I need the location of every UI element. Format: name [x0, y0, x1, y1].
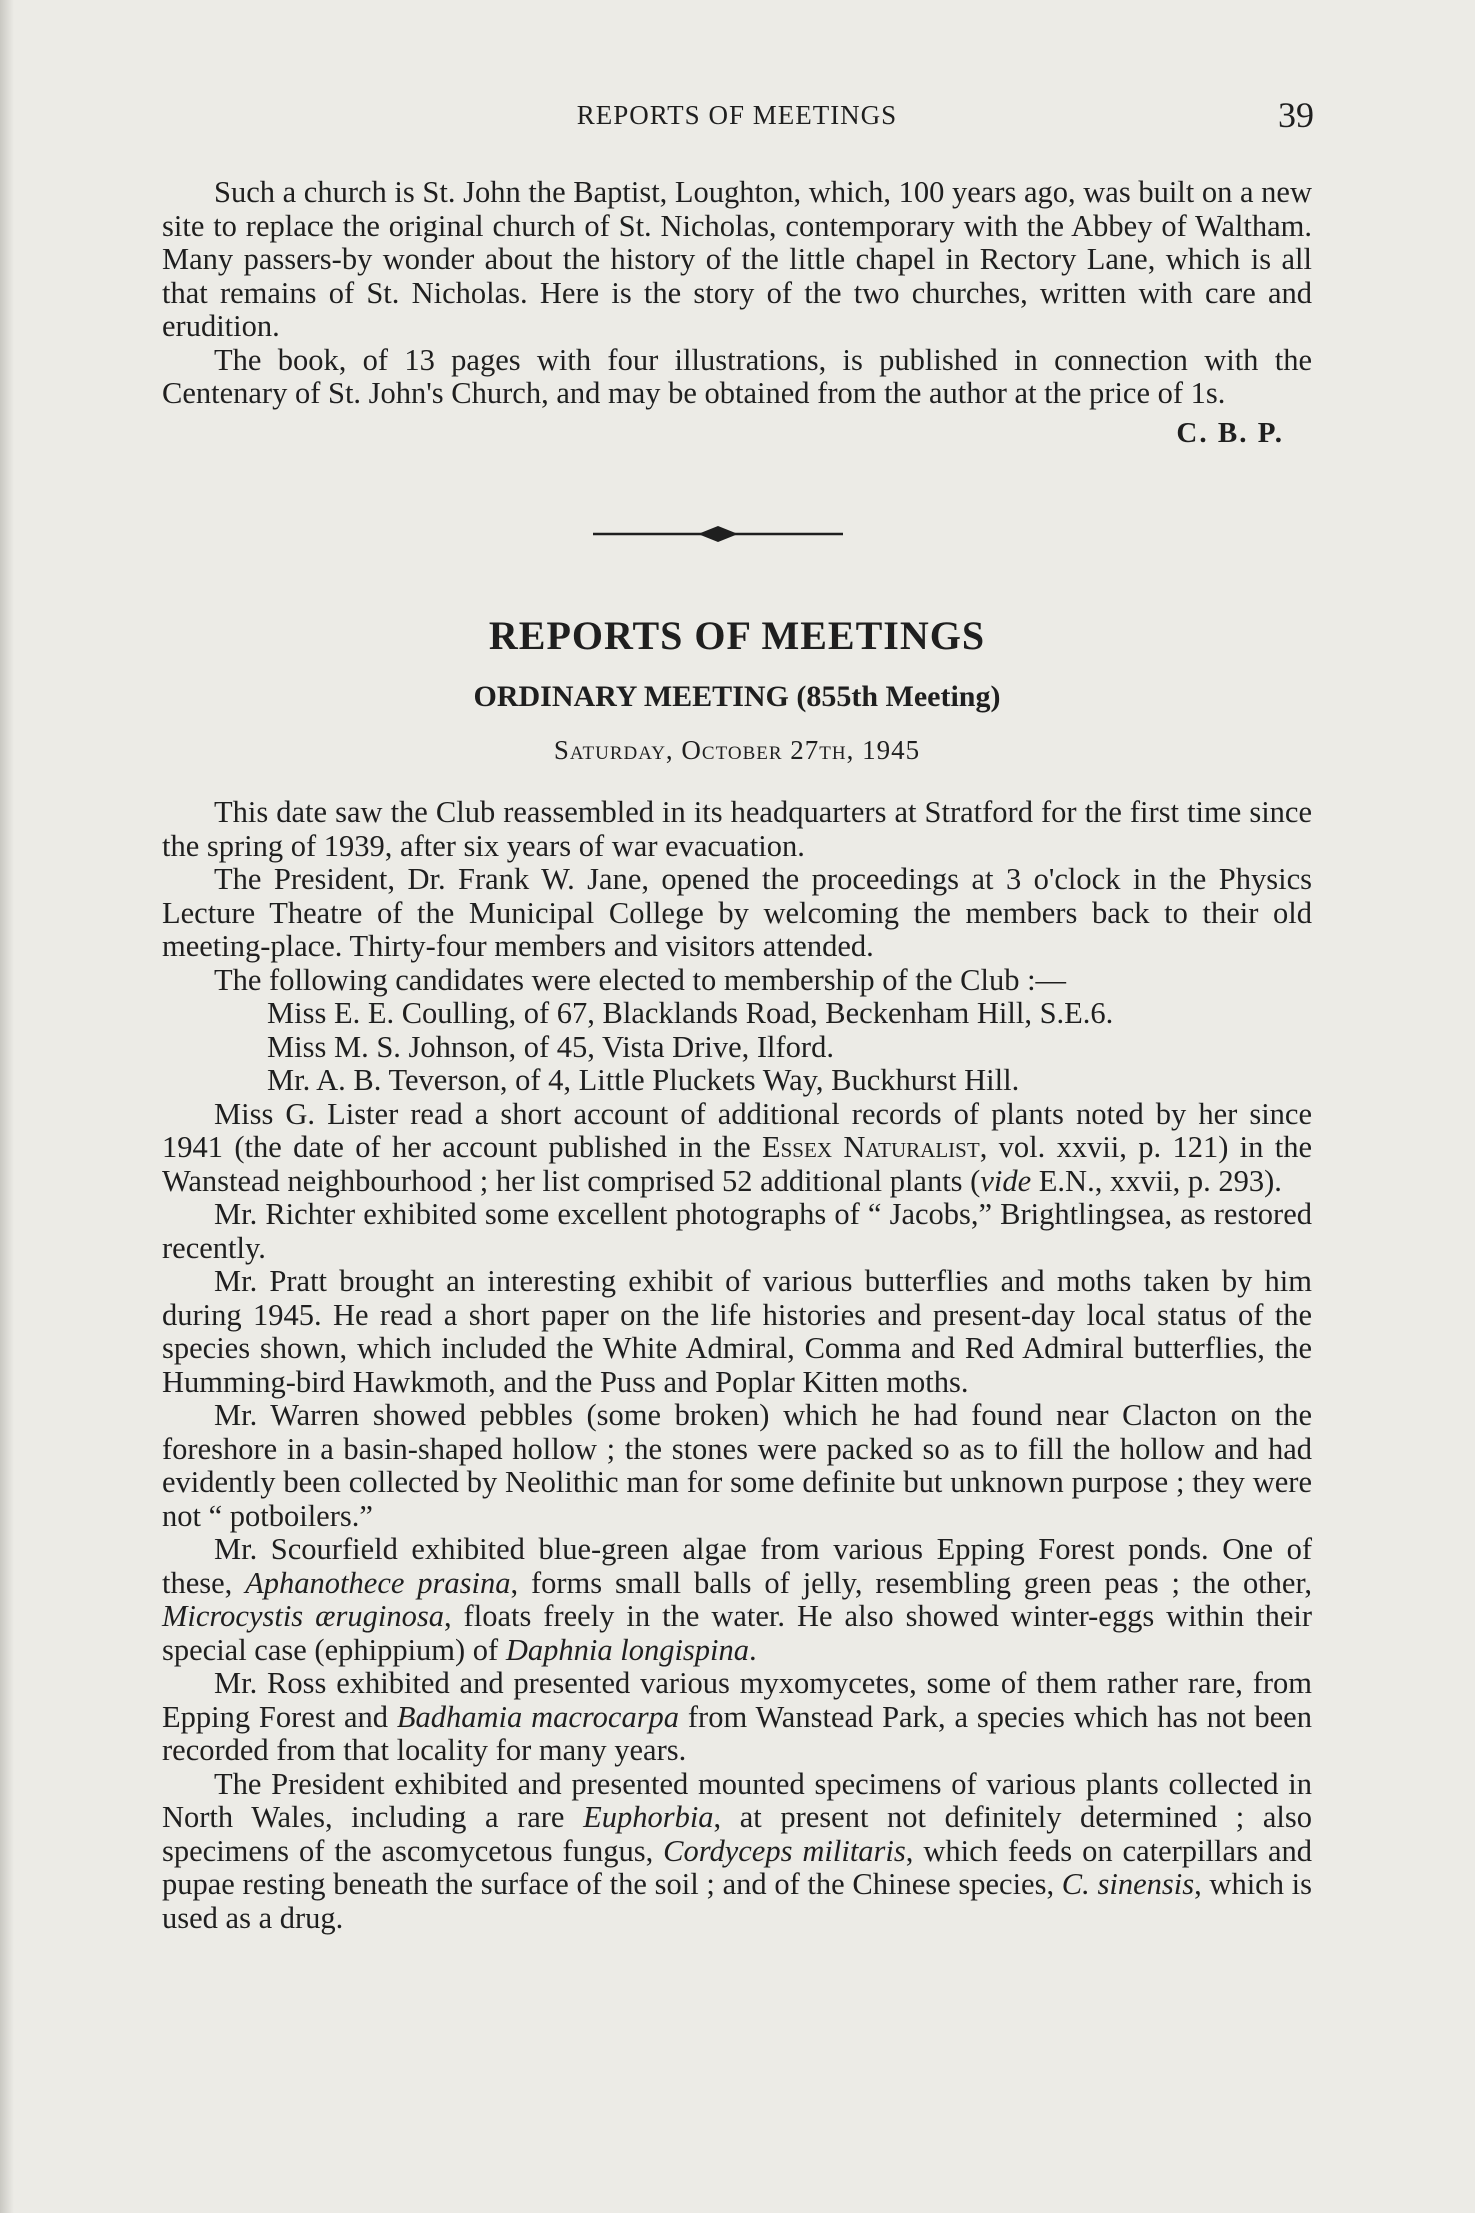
text-run: , which feeds on caterpillars and pupae resting beneath the surface of the soil ; and of the Chinese species,: [162, 1833, 1312, 1901]
new-members-list: [162, 997, 1312, 1098]
text-run: Miss G. Lister read a short account of additional records of plants noted by her since 1941 (the date of her account published in the: [162, 1096, 1312, 1164]
section-heading: REPORTS OF MEETINGS: [488, 613, 986, 658]
report-paragraph: Mr. Warren showed pebbles (some broken) which he had found near Clacton on the foreshore in a basin-shaped hollow ; the stones were packed so as to fill the hollow and had evidently been collected by Neolithic man for some definite but unknown purpose ; they were not “ potboilers.”: [162, 1398, 1312, 1533]
report-paragraph: This date saw the Club reassembled in its headquarters at Stratford for the first time since the spring of 1939, after six years of war evacuation.: [162, 795, 1312, 863]
species-name: C. sinensis: [1061, 1867, 1195, 1901]
text-run: .: [749, 1632, 757, 1667]
species-name: Microcystis æruginosa: [162, 1599, 444, 1633]
meeting-title: ORDINARY MEETING (855th Meeting): [473, 680, 1001, 713]
text-run: , at present not definitely determined ; also specimens of the ascomycetous fungus,: [162, 1800, 1312, 1868]
text-run: E.N., xxvii, p. 293).: [1031, 1163, 1282, 1198]
review-paragraph: The book, of 13 pages with four illustrations, is published in connection with the Centenary of St. John's Church, and may be obtained from the author at the price of 1s.: [162, 342, 1312, 410]
meeting-date: Saturday, October 27th, 1945: [553, 735, 921, 765]
species-name: Cordyceps militaris: [663, 1833, 906, 1868]
member-entry: Mr. A. B. Teverson, of 4, Little Pluckets Way, Buckhurst Hill.: [267, 1063, 1020, 1097]
journal-name: Essex Naturalist: [762, 1130, 980, 1164]
report-paragraph: [162, 1533, 1312, 1667]
running-title: REPORTS OF MEETINGS: [576, 100, 898, 130]
member-entry: Miss E. E. Coulling, of 67, Blacklands Road, Beckenham Hill, S.E.6.: [267, 996, 1114, 1030]
text-run: Mr. Ross exhibited and presented various myxomycetes, some of them rather rare, from Epping Forest and: [162, 1666, 1312, 1734]
text-run: , forms small balls of jelly, resembling green peas ; the other,: [510, 1565, 1313, 1600]
species-name: Euphorbia: [583, 1800, 714, 1834]
text-run: from Wanstead Park, a species which has not been recorded from that locality for many years.: [162, 1699, 1312, 1767]
text-run: , floats freely in the water. He also showed winter-eggs within their special case (ephippium) of: [162, 1599, 1312, 1667]
report-paragraph: [162, 1768, 1312, 1936]
text-run: The President exhibited and presented mounted specimens of various plants collected in North Wales, including a rare: [162, 1766, 1312, 1834]
species-name: Badhamia macrocarpa: [396, 1699, 680, 1734]
report-paragraph: The following candidates were elected to membership of the Club :—: [214, 962, 1067, 997]
species-name: Daphnia longispina: [505, 1632, 750, 1667]
text-run: , which is used as a drug.: [162, 1867, 1313, 1935]
report-paragraph: The President, Dr. Frank W. Jane, opened the proceedings at 3 o'clock in the Physics Lecture Theatre of the Municipal College by welcoming the members back to their old meeting-place. Thirty-four members and visitors attended.: [162, 862, 1312, 963]
running-head: [162, 95, 1314, 140]
italic-term: vide: [980, 1163, 1032, 1198]
review-signature: C. B. P.: [1176, 416, 1284, 449]
section-divider-ornament: [593, 522, 843, 546]
report-paragraph: Mr. Richter exhibited some excellent photographs of “ Jacobs,” Brightlingsea, as restored recently.: [162, 1197, 1312, 1265]
page-spine-shadow: [0, 0, 14, 2213]
text-run: , vol. xxvii, p. 121) in the Wanstead neighbourhood ; her list comprised 52 additional plants (: [162, 1130, 1312, 1198]
book-review-block: [162, 176, 1312, 450]
text-run: Mr. Scourfield exhibited blue-green algae from various Epping Forest ponds. One of these,: [162, 1532, 1312, 1600]
member-entry: Miss M. S. Johnson, of 45, Vista Drive, Ilford.: [267, 1029, 834, 1064]
report-paragraph: [162, 1667, 1312, 1768]
report-paragraph: [162, 1098, 1312, 1199]
report-paragraph: Mr. Pratt brought an interesting exhibit of various butterflies and moths taken by him during 1945. He read a short paper on the life histories and present-day local status of the species shown, which included the White Admiral, Comma and Red Admiral butterflies, the Humming-bird Hawkmoth, and the Puss and Poplar Kitten moths.: [162, 1264, 1312, 1399]
page-number: 39: [1278, 95, 1314, 135]
review-paragraph: Such a church is St. John the Baptist, Loughton, which, 100 years ago, was built on a new site to replace the original church of St. Nicholas, contemporary with the Abbey of Waltham. Many passers-by wonder about the history of the little chapel in Rectory Lane, which is all that remains of St. Nicholas. Here is the story of the two churches, written with care and erudition.: [162, 175, 1312, 343]
species-name: Aphanothece prasina: [245, 1565, 511, 1600]
meeting-report: [162, 796, 1312, 1935]
